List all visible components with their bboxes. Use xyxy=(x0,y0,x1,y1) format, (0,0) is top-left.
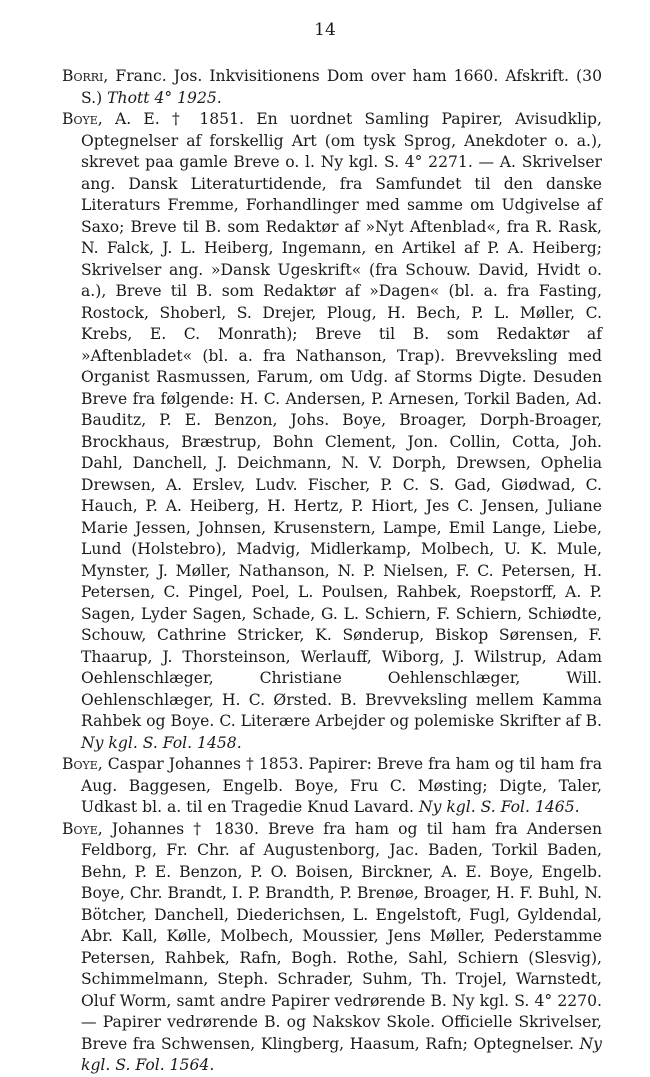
entry-name: Borri xyxy=(62,67,104,85)
catalog-entry xyxy=(62,66,602,109)
catalog-entry xyxy=(62,754,602,819)
entry-citation: Ny kgl. S. Fol. 1465. xyxy=(418,798,580,816)
entry-text: , A. E. † 1851. En uordnet Samling Papirer, Avisudklip, Optegnelser af forskellig Art (om tysk Sprog, Anekdoter o. a.), skrevet paa gamle Breve o. l. Ny kgl. S. 4° 2271. — A. Skrivelser ang. Dansk Literaturtidende, fra Samfundet til den danske Literaturs Fremme, Forhandlinger med samme om Udgivelse af Saxo; Breve til B. som Redaktør af »Nyt Aftenblad«, fra R. Rask, N. Falck, J. L. Heiberg, Ingemann, en Artikel af P. A. Heiberg; Skrivelser ang. »Dansk Ugeskrift« (fra Schouw. David, Hvidt o. a.), Breve til B. som Redaktør af »Dagen« (bl. a. fra Fasting, Rostock, Shoberl, S. Drejer, Ploug, H. Bech, P. L. Møller, C. Krebs, E. C. Monrath); Breve til B. som Redaktør af »Aftenbladet« (bl. a. fra Nathanson, Trap). Brevveksling med Organist Rasmussen, Farum, om Udg. af Storms Digte. Desuden Breve fra følgende: H. C. Andersen, P. Arnesen, Torkil Baden, Ad. Bauditz, P. E. Benzon, Johs. Boye, Broager, Dorph-Broager, Brockhaus, Bræstrup, Bohn Clement, Jon. Collin, Cotta, Joh. Dahl, Danchell, J. Deichmann, N. V. Dorph, Drewsen, Ophelia Drewsen, A. Erslev, Ludv. Fischer, P. C. S. Gad, Giødwad, C. Hauch, P. A. Heiberg, H. Hertz, P. Hiort, Jes C. Jensen, Juliane Marie Jessen, Johnsen, Krusenstern, Lampe, Emil Lange, Liebe, Lund (Holstebro), Madvig, Midlerkamp, Molbech, U. K. Mule, Mynster, J. Møller, Nathanson, N. P. Nielsen, F. C. Petersen, H. Petersen, C. Pingel, Poel, L. Poulsen, Rahbek, Roepstorff, A. P. Sagen, Lyder Sagen, Schade, G. L. Schiern, F. Schiern, Schiødte, Schouw, Cathrine Stricker, K. Sønderup, Biskop Sørensen, F. Thaarup, J. Thorsteinson, Werlauff, Wiborg, J. Wilstrup, Adam Oehlenschlæger, Christiane Oehlenschlæger, Will. Oehlenschlæger, H. C. Ørsted. B. Brevveksling mellem Kamma Rahbek og Boye. C. Literære Arbejder og polemiske Skrifter af B. xyxy=(81,110,602,730)
entry-text: , Caspar Johannes † 1853. Papirer: Breve fra ham og til ham fra Aug. Baggesen, Engelb. Boye, Fru C. Møsting; Digte, Taler, Udkast bl. a. til en Tragedie Knud Lavard. xyxy=(81,755,602,816)
entry-citation: Thott 4° 1925. xyxy=(107,88,222,107)
entry-name: Boye xyxy=(62,755,98,773)
catalog-entry xyxy=(62,819,602,1077)
catalog-entry xyxy=(62,109,602,754)
catalog-entries xyxy=(62,66,602,1077)
page-number: 14 xyxy=(314,20,336,40)
entry-text: , Johannes † 1830. Breve fra ham og til ham fra Andersen Feldborg, Fr. Chr. af Augustenborg, Jac. Baden, Torkil Baden, Behn, P. E. Benzon, P. O. Boisen, Birckner, A. E. Boye, Engelb. Boye, Chr. Brandt, I. P. Brandth, P. Brenøe, Broager, H. F. Buhl, N. Bötcher, Danchell, Diederichsen, L. Engelstoft, Fugl, Gyldendal, Abr. Kall, Kølle, Molbech, Moussier, Jens Møller, Pederstamme Petersen, Rahbek, Rafn, Bogh. Rothe, Sahl, Schiern (Slesvig), Schimmelmann, Steph. Schrader, Suhm, Th. Trojel, Warnstedt, Oluf Worm, samt andre Papirer vedrørende B. Ny kgl. S. 4° 2270. — Papirer vedrørende B. og Nakskov Skole. Officielle Skrivelser, Breve fra Schwensen, Klingberg, Haasum, Rafn; Optegnelser. xyxy=(81,819,602,1053)
entry-name: Boye xyxy=(62,110,98,128)
entry-name: Boye xyxy=(62,819,98,838)
entry-text: , Franc. Jos. Inkvisitionens Dom over ham 1660. Afskrift. (30 S.) xyxy=(81,67,602,107)
entry-citation: Ny kgl. S. Fol. 1564. xyxy=(81,1034,602,1074)
entry-citation: Ny kgl. S. Fol. 1458. xyxy=(81,733,242,752)
